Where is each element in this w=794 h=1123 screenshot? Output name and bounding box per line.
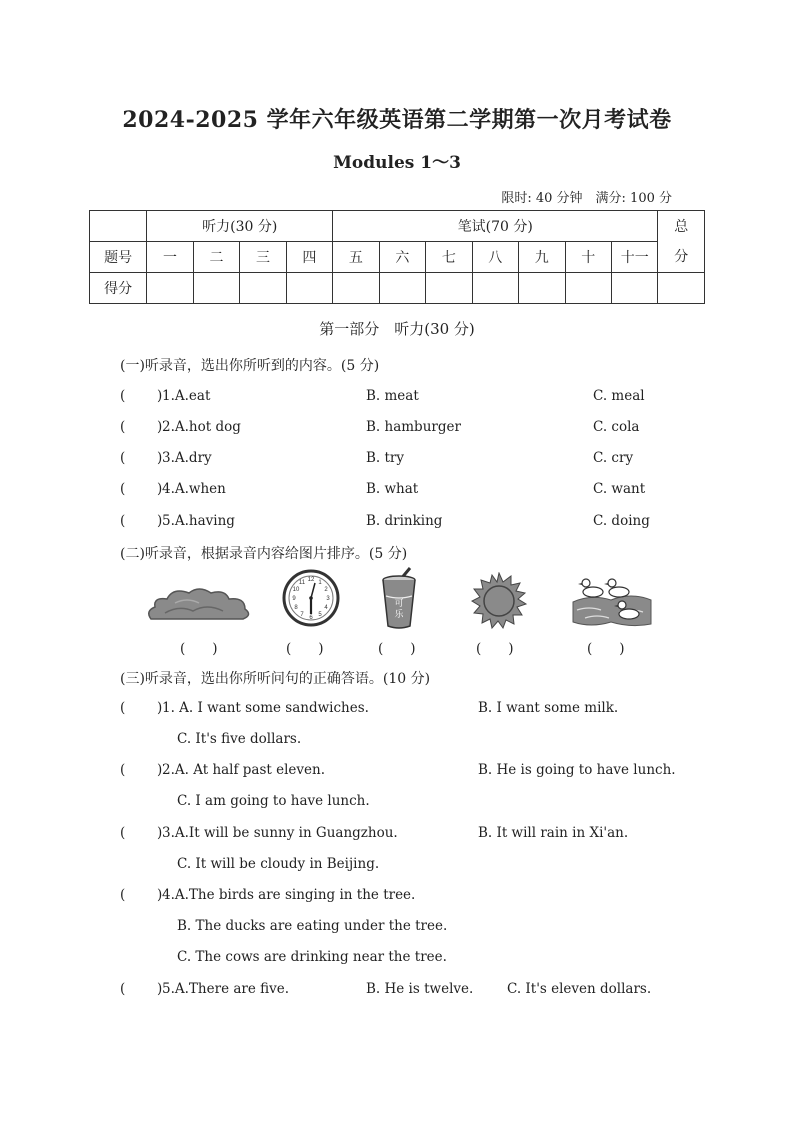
- svg-text:2: 2: [324, 587, 328, 593]
- question-number-cell: 七: [426, 242, 472, 273]
- question-number-label: 题号: [90, 242, 147, 273]
- answer-paren-close: ): [157, 981, 163, 997]
- writing-header: 笔试(70 分): [333, 211, 658, 242]
- answer-paren-close: ): [157, 481, 163, 497]
- option-b: B. meat: [366, 388, 419, 404]
- section3-heading: (三)听录音，选出你所听问句的正确答语。(10 分): [120, 671, 431, 687]
- answer-paren-open[interactable]: (: [120, 981, 126, 997]
- option-c: C. I am going to have lunch.: [177, 793, 370, 809]
- option-c: C. cola: [593, 419, 640, 435]
- score-cell[interactable]: [611, 273, 657, 304]
- svg-text:8: 8: [294, 605, 298, 611]
- question-number-cell: 三: [240, 242, 286, 273]
- option-b: B. what: [366, 481, 419, 497]
- question-number-cell: 六: [379, 242, 425, 273]
- answer-paren-close: ): [157, 513, 163, 529]
- question-number-cell: 十: [565, 242, 611, 273]
- option-c: C. meal: [593, 388, 645, 404]
- answer-paren-open[interactable]: (: [120, 700, 126, 716]
- svg-text:5: 5: [318, 612, 322, 618]
- question-number-cell: 二: [193, 242, 239, 273]
- score-cell[interactable]: [333, 273, 379, 304]
- option-c: C. want: [593, 481, 646, 497]
- section1-heading: (一)听录音，选出你所听到的内容。(5 分): [120, 358, 380, 374]
- svg-text:10: 10: [292, 587, 300, 593]
- score-cell[interactable]: [426, 273, 472, 304]
- option-a: 4.A.The birds are singing in the tree.: [162, 887, 416, 903]
- question-number-cell: 十一: [611, 242, 657, 273]
- score-cell[interactable]: [519, 273, 565, 304]
- clock-icon: [282, 569, 340, 627]
- question-number-cell: 一: [147, 242, 193, 273]
- score-cell[interactable]: [565, 273, 611, 304]
- cloud-icon: [145, 583, 253, 625]
- answer-paren-open[interactable]: (: [120, 513, 126, 529]
- option-b: B. hamburger: [366, 419, 461, 435]
- option-c: C. It's five dollars.: [177, 731, 302, 747]
- svg-text:4: 4: [324, 605, 328, 611]
- picture-answer-paren[interactable]: ( ): [587, 641, 625, 657]
- option-a: 3.A.It will be sunny in Guangzhou.: [162, 825, 398, 841]
- cola-label-1: 可: [394, 599, 404, 609]
- score-cell[interactable]: [240, 273, 286, 304]
- section2-heading: (二)听录音，根据录音内容给图片排序。(5 分): [120, 546, 408, 562]
- svg-text:9: 9: [292, 596, 296, 602]
- answer-paren-close: ): [157, 450, 163, 466]
- option-c: C. doing: [593, 513, 650, 529]
- svg-text:11: 11: [298, 580, 306, 586]
- question-number-cell: 四: [286, 242, 332, 273]
- score-cell[interactable]: [286, 273, 332, 304]
- answer-paren-open[interactable]: (: [120, 762, 126, 778]
- answer-paren-open[interactable]: (: [120, 419, 126, 435]
- svg-text:12: 12: [307, 577, 315, 583]
- score-cell[interactable]: [193, 273, 239, 304]
- option-b: B. try: [366, 450, 405, 466]
- option-a: 5.A.having: [162, 513, 235, 529]
- svg-text:6: 6: [309, 615, 313, 621]
- score-cell[interactable]: [147, 273, 193, 304]
- question-number-cell: 五: [333, 242, 379, 273]
- answer-paren-close: ): [157, 388, 163, 404]
- listening-header: 听力(30 分): [147, 211, 333, 242]
- score-cell[interactable]: [472, 273, 518, 304]
- option-b: B. He is going to have lunch.: [478, 762, 676, 778]
- svg-text:7: 7: [300, 612, 304, 618]
- picture-answer-paren[interactable]: ( ): [180, 641, 218, 657]
- sun-icon: [470, 572, 528, 630]
- option-a: 5.A.There are five.: [162, 981, 290, 997]
- answer-paren-open[interactable]: (: [120, 825, 126, 841]
- answer-paren-open[interactable]: (: [120, 481, 126, 497]
- answer-paren-open[interactable]: (: [120, 887, 126, 903]
- picture-answer-paren[interactable]: ( ): [286, 641, 324, 657]
- option-c: C. The cows are drinking near the tree.: [177, 949, 447, 965]
- answer-paren-open[interactable]: (: [120, 388, 126, 404]
- exam-title: 2024-2025 学年六年级英语第二学期第一次月考试卷: [122, 107, 672, 133]
- option-b: B. drinking: [366, 513, 443, 529]
- cola-cup-icon: [380, 566, 418, 630]
- cola-label-2: 乐: [394, 610, 404, 620]
- answer-paren-close: ): [157, 825, 163, 841]
- option-a: 2.A.hot dog: [162, 419, 241, 435]
- option-a: 1. A. I want some sandwiches.: [162, 700, 369, 716]
- svg-text:3: 3: [326, 596, 330, 602]
- option-c: C. It's eleven dollars.: [507, 981, 652, 997]
- option-a: 4.A.when: [162, 481, 226, 497]
- score-label: 得分: [90, 273, 147, 304]
- option-c: C. It will be cloudy in Beijing.: [177, 856, 380, 872]
- ducks-icon: [571, 572, 653, 628]
- answer-paren-close: ): [157, 419, 163, 435]
- svg-text:1: 1: [318, 580, 322, 586]
- part1-title: 第一部分 听力(30 分): [319, 320, 475, 338]
- answer-paren-close: ): [157, 887, 163, 903]
- question-number-cell: 九: [519, 242, 565, 273]
- picture-answer-paren[interactable]: ( ): [476, 641, 514, 657]
- question-number-cell: 八: [472, 242, 518, 273]
- answer-paren-close: ): [157, 762, 163, 778]
- time-limit: 限时: 40 分钟 满分: 100 分: [501, 191, 672, 206]
- option-b: B. The ducks are eating under the tree.: [177, 918, 448, 934]
- option-c: C. cry: [593, 450, 634, 466]
- score-table: [89, 210, 705, 304]
- option-b: B. He is twelve.: [366, 981, 474, 997]
- option-a: 1.A.eat: [162, 388, 211, 404]
- option-a: 3.A.dry: [162, 450, 212, 466]
- option-b: B. It will rain in Xi'an.: [478, 825, 629, 841]
- total-header: 总 分: [658, 211, 705, 273]
- answer-paren-close: ): [157, 700, 163, 716]
- picture-answer-paren[interactable]: ( ): [378, 641, 416, 657]
- score-cell[interactable]: [379, 273, 425, 304]
- exam-subtitle: Modules 1～3: [333, 153, 461, 173]
- option-a: 2.A. At half past eleven.: [162, 762, 326, 778]
- answer-paren-open[interactable]: (: [120, 450, 126, 466]
- option-b: B. I want some milk.: [478, 700, 619, 716]
- score-cell[interactable]: [658, 273, 705, 304]
